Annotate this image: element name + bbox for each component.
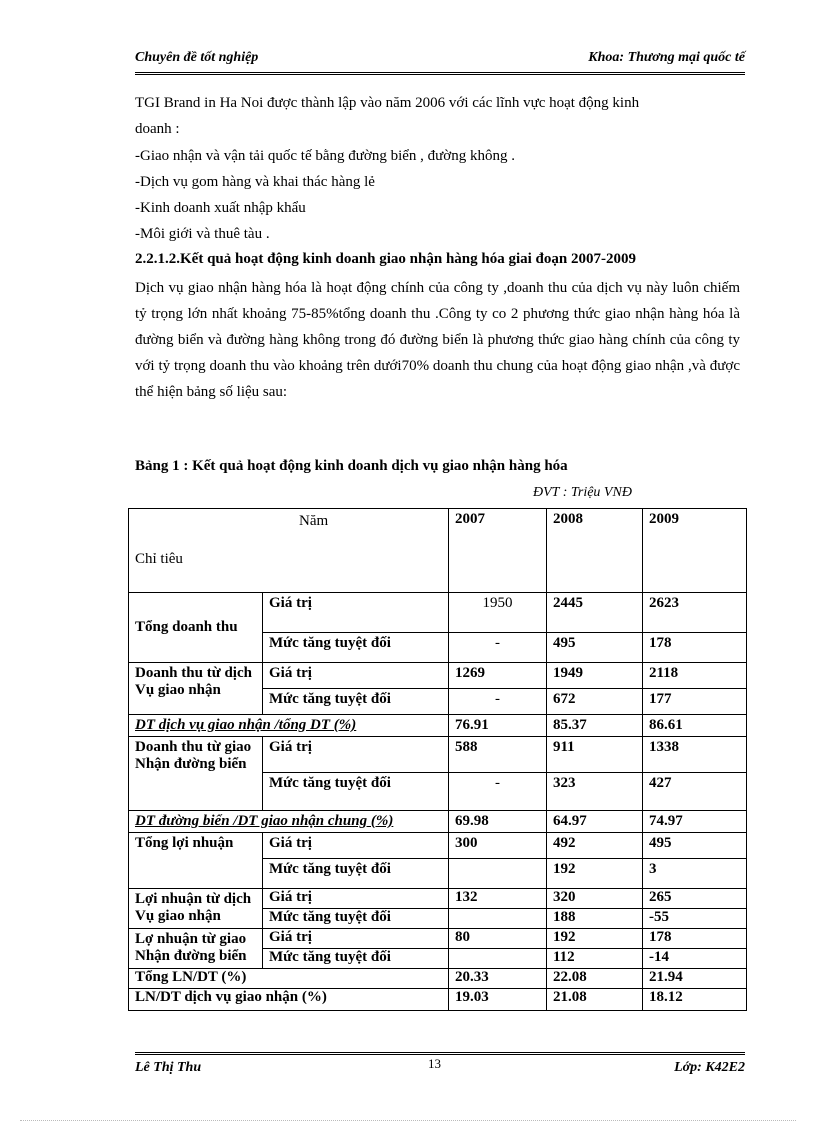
row-label: LN/DT dịch vụ giao nhận (%): [129, 989, 449, 1011]
list-item: -Giao nhận và vận tải quốc tế bằng đường biển , đường không .: [135, 148, 515, 164]
row-label-line: Nhận đường biển: [135, 756, 247, 772]
cell: 85.37: [547, 715, 643, 737]
sub-label: Mức tăng tuyệt đối: [263, 909, 449, 929]
cell: 18.12: [643, 989, 747, 1011]
sub-label: Giá trị: [263, 929, 449, 949]
intro-line-1: TGI Brand in Ha Noi được thành lập vào năm 2006 với các lĩnh vực hoạt động kinh: [135, 95, 640, 111]
cell: 178: [643, 633, 747, 663]
page-number: 13: [428, 1056, 441, 1071]
cell: 672: [547, 689, 643, 715]
row-label-line: Doanh thu từ giao: [135, 739, 252, 755]
row-label: Tổng lợi nhuận: [129, 833, 263, 889]
sub-label: Giá trị: [263, 663, 449, 689]
row-label: DT dịch vụ giao nhận /tổng DT (%): [129, 715, 449, 737]
row-label: [129, 929, 263, 969]
cell: -: [449, 773, 547, 811]
cell: 2623: [643, 593, 747, 633]
sub-label: Mức tăng tuyệt đối: [263, 633, 449, 663]
cell: 492: [547, 833, 643, 859]
sub-label: Mức tăng tuyệt đối: [263, 949, 449, 969]
header-year-label: Năm: [299, 513, 329, 529]
footer-author: Lê Thị Thu: [135, 1060, 202, 1075]
results-table: [128, 508, 747, 1011]
cell: [449, 909, 547, 929]
sub-label: Giá trị: [263, 889, 449, 909]
cell: 2445: [547, 593, 643, 633]
table-row: [129, 969, 747, 989]
cell: 112: [547, 949, 643, 969]
year-2007: 2007: [449, 509, 547, 593]
header-indicator-label: Chỉ tiêu: [135, 551, 183, 567]
cell: 74.97: [643, 811, 747, 833]
header-left: Chuyên đề tốt nghiệp: [135, 50, 259, 65]
cell: 1950: [449, 593, 547, 633]
row-label: Tổng LN/DT (%): [129, 969, 449, 989]
list-item: -Môi giới và thuê tàu .: [135, 226, 270, 242]
cell: -: [449, 633, 547, 663]
table-row: [129, 715, 747, 737]
sub-label: Giá trị: [263, 737, 449, 773]
cell: 323: [547, 773, 643, 811]
cell: 427: [643, 773, 747, 811]
cell: 265: [643, 889, 747, 909]
table-row: [129, 663, 747, 689]
row-label: DT đường biển /DT giao nhận chung (%): [129, 811, 449, 833]
cell: 69.98: [449, 811, 547, 833]
section-heading: 2.2.1.2.Kết quả hoạt động kinh doanh giao nhận hàng hóa giai đoạn 2007-2009: [135, 251, 636, 267]
cell: 132: [449, 889, 547, 909]
cell: 22.08: [547, 969, 643, 989]
row-label: [129, 889, 263, 929]
sub-label: Mức tăng tuyệt đối: [263, 773, 449, 811]
page-footer: [135, 1052, 745, 1079]
row-label-line: Vụ giao nhận: [135, 682, 221, 698]
table-row: [129, 833, 747, 859]
cell: 320: [547, 889, 643, 909]
row-label-line: Nhận đường biển: [135, 948, 247, 964]
cell: 300: [449, 833, 547, 859]
cell: -55: [643, 909, 747, 929]
cell: 192: [547, 859, 643, 889]
row-label-line: Lợi nhuận từ dịch: [135, 891, 252, 907]
cell: [449, 859, 547, 889]
table-row: [129, 593, 747, 633]
table-row: [129, 889, 747, 909]
sub-label: Mức tăng tuyệt đối: [263, 859, 449, 889]
table-unit: ĐVT : Triệu VNĐ: [533, 485, 632, 500]
cell: 2118: [643, 663, 747, 689]
page-edge-divider: [20, 1120, 796, 1121]
sub-label: Giá trị: [263, 833, 449, 859]
table-corner-cell: [129, 509, 449, 593]
cell: 911: [547, 737, 643, 773]
cell: 1269: [449, 663, 547, 689]
year-2008: 2008: [547, 509, 643, 593]
cell: [449, 949, 547, 969]
table-row: [129, 929, 747, 949]
section-paragraph: Dịch vụ giao nhận hàng hóa là hoạt động chính của công ty ,doanh thu của dịch vụ này luôn chiếm tỷ trọng lớn nhất khoảng 75-85%tổng doanh thu .Công ty co 2 phương thức giao nhận hàng hóa là đường biển và đường hàng không trong đó đường biển là phương thức giao hàng chính của công ty với tỷ trọng doanh thu vào khoảng trên dưới70% doanh thu chung của hoạt động giao nhận ,và được thể hiện bảng số liệu sau:: [135, 280, 740, 400]
cell: 495: [547, 633, 643, 663]
cell: 1338: [643, 737, 747, 773]
list-item: -Kinh doanh xuất nhập khẩu: [135, 200, 306, 216]
table-caption: Bảng 1 : Kết quả hoạt động kinh doanh dịch vụ giao nhận hàng hóa: [135, 458, 568, 474]
cell: 188: [547, 909, 643, 929]
table-row: [129, 811, 747, 833]
cell: 495: [643, 833, 747, 859]
cell: 86.61: [643, 715, 747, 737]
cell: -14: [643, 949, 747, 969]
row-label: [129, 737, 263, 811]
table-header-row: [129, 509, 747, 593]
cell: 19.03: [449, 989, 547, 1011]
footer-class: Lớp: K42E2: [674, 1060, 745, 1075]
cell: -: [449, 689, 547, 715]
cell: 80: [449, 929, 547, 949]
cell: 177: [643, 689, 747, 715]
cell: 20.33: [449, 969, 547, 989]
row-label-line: Vụ giao nhận: [135, 908, 221, 924]
row-label-line: Doanh thu từ dịch: [135, 665, 252, 681]
sub-label: Giá trị: [263, 593, 449, 633]
intro-line-2: doanh :: [135, 121, 180, 137]
year-2009: 2009: [643, 509, 747, 593]
row-label: [129, 663, 263, 715]
table-row: [129, 737, 747, 773]
row-label: Tổng doanh thu: [129, 593, 263, 663]
cell: 192: [547, 929, 643, 949]
sub-label: Mức tăng tuyệt đối: [263, 689, 449, 715]
list-item: -Dịch vụ gom hàng và khai thác hàng lẻ: [135, 174, 375, 190]
cell: 178: [643, 929, 747, 949]
cell: 64.97: [547, 811, 643, 833]
cell: 588: [449, 737, 547, 773]
table-row: [129, 989, 747, 1011]
cell: 1949: [547, 663, 643, 689]
cell: 3: [643, 859, 747, 889]
cell: 21.94: [643, 969, 747, 989]
header-right: Khoa: Thương mại quốc tế: [588, 50, 745, 65]
cell: 21.08: [547, 989, 643, 1011]
page-header: [135, 50, 745, 75]
row-label-line: Lợ nhuận từ giao: [135, 931, 247, 947]
cell: 76.91: [449, 715, 547, 737]
